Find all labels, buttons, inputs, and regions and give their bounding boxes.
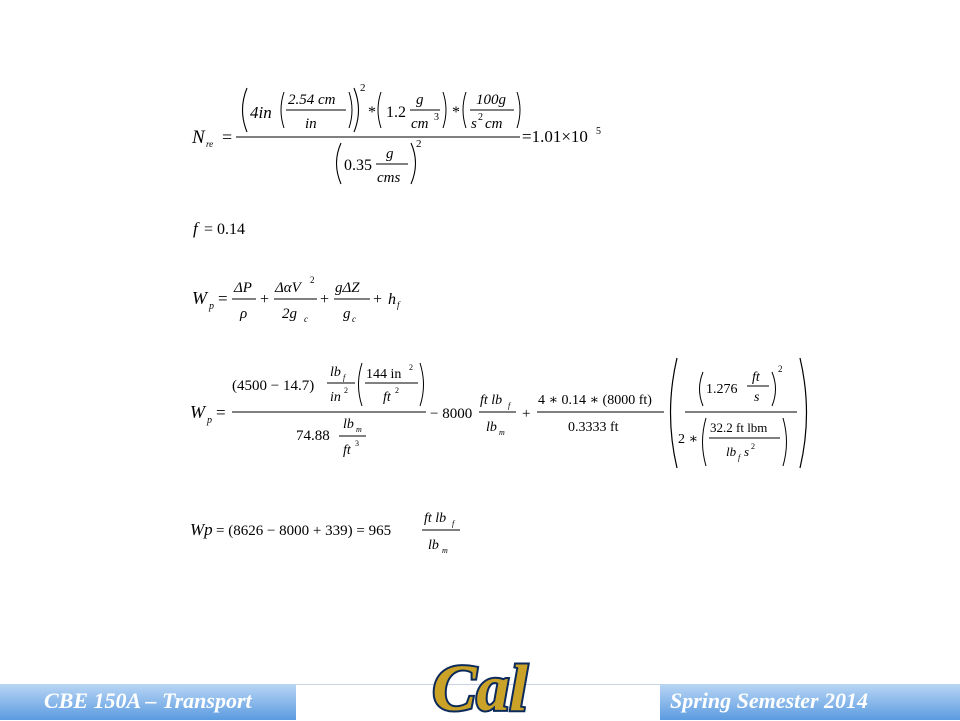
eq4-c-den: 0.3333 ft <box>568 420 619 435</box>
eq5-frac-num-sub: f <box>452 519 455 528</box>
footer-right-bar <box>660 684 960 720</box>
eq1-den-frac-num: g <box>386 146 394 162</box>
eq4-a-144: 144 in <box>366 367 402 382</box>
eq1-den-paren-close <box>411 143 416 184</box>
eq1-density-coeff: 1.2 <box>386 104 406 121</box>
eq1-g-paren-open <box>463 92 466 128</box>
semester-label: Spring Semester 2014 <box>670 688 869 713</box>
footer-left-bar <box>0 684 296 720</box>
course-title: CBE 150A – Transport <box>44 688 252 713</box>
eq4-d-num-paren-open <box>700 372 704 406</box>
equation-pump-work-numeric <box>190 358 807 468</box>
eq3-lhs: W <box>192 288 207 308</box>
cal-logo <box>430 640 530 720</box>
eq1-den-coeff: 0.35 <box>344 157 372 174</box>
eq3-t2-num-exp: 2 <box>310 275 315 285</box>
eq4-b-num: ft lb <box>480 393 503 408</box>
eq4-d-paren-open <box>671 358 678 468</box>
eq4-a-den: 74.88 <box>296 428 330 444</box>
eq3-t1-den: ρ <box>240 306 248 322</box>
eq3-t2-num: ΔαV <box>275 280 301 296</box>
eq3-plus2: + <box>320 291 330 308</box>
eq1-four-in: 4in <box>250 103 272 122</box>
equation-pump-work-general <box>192 275 401 324</box>
eq1-star2: * <box>452 104 460 121</box>
eq4-a-open: (4500 − 14.7) <box>232 378 315 394</box>
eq3-t2-den: 2g <box>282 306 297 322</box>
eq3-t3-num: gΔZ <box>335 280 360 296</box>
eq4-a-in2-exp: 2 <box>344 386 348 395</box>
eq5-frac-den-sub: m <box>442 546 448 555</box>
eq1-den-frac-den: cms <box>377 170 401 186</box>
eq4-b: − 8000 <box>430 406 473 422</box>
eq4-a-den-lb: lb <box>343 417 354 432</box>
eq1-g-den: s <box>471 116 477 132</box>
eq3-t3-den: g <box>343 306 351 322</box>
eq4-d-den-s-exp: 2 <box>751 442 755 451</box>
eq3-t4: h <box>388 291 396 308</box>
eq2-lhs: f <box>193 219 198 238</box>
eq4-d-den-2: 2 ∗ <box>678 432 699 447</box>
eq3-t3-den-sub: c <box>352 314 356 324</box>
eq4-d-den-lb: lb <box>726 444 737 459</box>
eq1-conv-den: in <box>305 116 317 132</box>
eq4-a-lb-sub: f <box>343 373 346 382</box>
eq3-t2-den-sub: c <box>304 314 308 324</box>
eq4-b-den: lb <box>486 420 497 435</box>
eq1-lhs-sub: re <box>206 139 214 149</box>
eq1-g-num: 100g <box>476 92 506 108</box>
eq1-density-den: cm <box>411 116 429 132</box>
eq1-g-den-exp: 2 <box>478 112 483 123</box>
eq2-rhs: = 0.14 <box>204 221 246 238</box>
eq4-a-144-exp: 2 <box>409 363 413 372</box>
eq4-b-den-sub: m <box>499 428 505 437</box>
eq4-a-den-ft3: ft <box>343 443 351 458</box>
eq1-g-paren-close <box>517 92 520 128</box>
eq1-result: =1.01×10 <box>522 127 588 146</box>
eq3-t1-num: ΔP <box>234 280 252 296</box>
eq3-lhs-sub: p <box>209 301 214 312</box>
eq5-frac-den: lb <box>428 538 439 553</box>
eq1-inner-paren-close <box>349 92 352 128</box>
eq3-plus3: + <box>373 291 383 308</box>
eq4-a-paren-open <box>359 363 363 406</box>
eq4-d-paren-close <box>800 358 807 468</box>
eq4-plus-c: + <box>522 406 531 422</box>
eq4-d-den-paren-close <box>783 418 787 466</box>
eq4-d-den-paren-open <box>703 418 707 466</box>
eq4-d-sq: 2 <box>778 364 783 374</box>
eq1-den-paren-open <box>337 143 342 184</box>
eq1-inner-paren-open <box>281 92 284 128</box>
eq4-b-num-sub: f <box>508 401 511 410</box>
eq3-plus1: + <box>260 291 270 308</box>
eq3-equals: = <box>218 289 228 308</box>
eq1-paren-close <box>354 88 359 132</box>
eq4-d-den-lb-sub: f <box>738 453 741 462</box>
eq4-a-lb: lb <box>330 365 341 380</box>
eq4-a-paren-close <box>420 363 424 406</box>
eq1-result-exp: 5 <box>596 126 601 137</box>
eq4-lhs-sub: p <box>207 415 212 426</box>
eq5-lhs: Wp <box>190 520 213 539</box>
eq1-den-sq: 2 <box>416 138 422 150</box>
eq1-equals: = <box>222 127 233 147</box>
eq4-a-in2: in <box>330 390 341 405</box>
equation-reynolds <box>191 82 601 186</box>
eq1-g-den-tail: cm <box>485 116 503 132</box>
eq4-d-num: ft <box>752 370 760 385</box>
eq4-d-num-paren-close <box>772 372 776 406</box>
equation-friction-factor <box>193 219 245 238</box>
eq1-density-exp: 3 <box>434 112 439 123</box>
eq1-star1: * <box>368 104 376 121</box>
eq4-a-den-ft3-exp: 3 <box>355 439 359 448</box>
eq4-d-den-s: s <box>744 444 750 459</box>
eq3-t4-sub: f <box>397 300 400 310</box>
eq1-lhs: N <box>192 127 205 148</box>
eq4-d-coeff: 1.276 <box>706 382 738 397</box>
eq4-d-den: s <box>754 390 760 405</box>
eq1-paren-open <box>243 88 248 132</box>
eq5-rhs: = (8626 − 8000 + 339) = 965 <box>216 523 392 539</box>
eq5-frac-num: ft lb <box>424 511 447 526</box>
eq4-lhs: W <box>190 402 205 422</box>
eq4-equals: = <box>216 403 226 422</box>
eq4-a-ft2-exp: 2 <box>395 386 399 395</box>
eq4-d-den-val: 32.2 ft lbm <box>710 420 768 435</box>
eq1-density-num: g <box>416 92 424 108</box>
eq4-a-ft2: ft <box>383 390 391 405</box>
cal-logo-text: Cal <box>432 652 528 720</box>
eq1-density-paren-open <box>378 92 381 128</box>
eq1-conv-num: 2.54 cm <box>288 92 336 108</box>
eq4-a-den-lb-sub: m <box>356 425 362 434</box>
eq1-num-sq: 2 <box>360 82 366 94</box>
eq1-density-paren-close <box>443 92 446 128</box>
equation-pump-work-result <box>190 511 460 555</box>
eq4-c-num: 4 ∗ 0.14 ∗ (8000 ft) <box>538 393 652 408</box>
